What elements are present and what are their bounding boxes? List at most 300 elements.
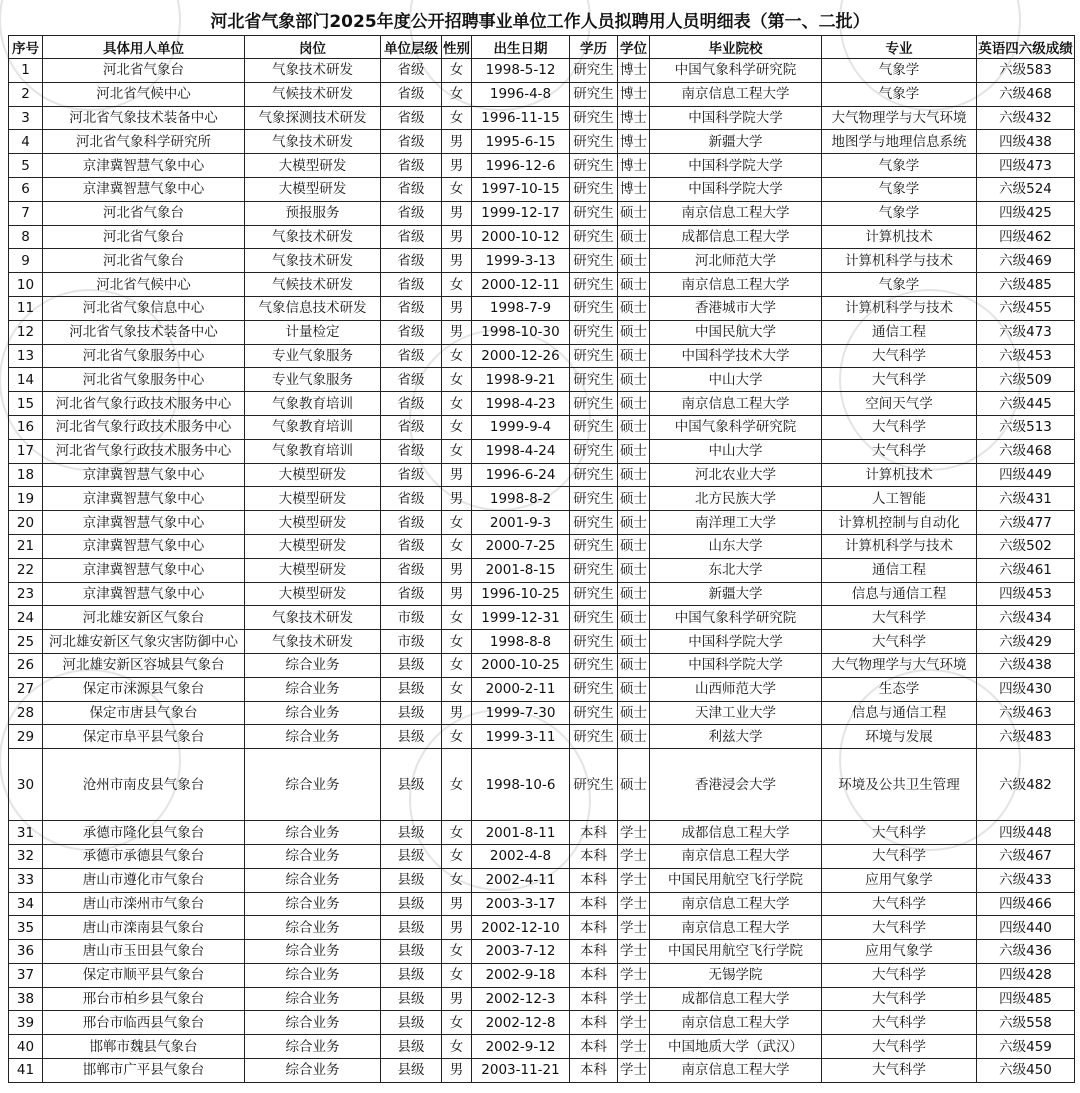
cell-index: 37 — [9, 963, 43, 987]
cell-degree: 硕士 — [618, 653, 650, 677]
cell-index: 27 — [9, 677, 43, 701]
cell-level: 县级 — [381, 916, 442, 940]
cell-position: 综合业务 — [245, 1011, 381, 1035]
cell-level: 省级 — [381, 273, 442, 297]
cell-unit: 邯郸市魏县气象台 — [43, 1035, 245, 1059]
cell-level: 省级 — [381, 225, 442, 249]
cell-major: 计算机技术 — [822, 463, 977, 487]
cell-school: 新疆大学 — [650, 130, 822, 154]
cell-index: 26 — [9, 653, 43, 677]
cell-unit: 京津冀智慧气象中心 — [43, 177, 245, 201]
cell-education: 研究生 — [570, 606, 618, 630]
cell-school: 南京信息工程大学 — [650, 844, 822, 868]
cell-index: 13 — [9, 344, 43, 368]
cell-unit: 保定市阜平县气象台 — [43, 725, 245, 749]
cell-gender: 男 — [442, 296, 472, 320]
cell-english-score: 六级438 — [977, 653, 1075, 677]
cell-school: 中国民用航空飞行学院 — [650, 940, 822, 964]
cell-index: 14 — [9, 368, 43, 392]
cell-degree: 硕士 — [618, 225, 650, 249]
cell-position: 大模型研发 — [245, 558, 381, 582]
cell-major: 大气科学 — [822, 415, 977, 439]
cell-major: 大气科学 — [822, 1011, 977, 1035]
cell-index: 34 — [9, 892, 43, 916]
cell-position: 综合业务 — [245, 987, 381, 1011]
cell-degree: 硕士 — [618, 725, 650, 749]
cell-major: 计算机科学与技术 — [822, 534, 977, 558]
cell-birth-date: 2000-12-11 — [472, 273, 570, 297]
cell-major: 大气科学 — [822, 439, 977, 463]
table-row — [9, 201, 1075, 225]
cell-english-score: 六级483 — [977, 725, 1075, 749]
cell-english-score: 六级477 — [977, 511, 1075, 535]
table-header-row — [9, 36, 1075, 59]
cell-education: 研究生 — [570, 225, 618, 249]
column-header-major: 专业 — [822, 36, 977, 59]
cell-major: 气象学 — [822, 177, 977, 201]
cell-unit: 河北省气候中心 — [43, 273, 245, 297]
cell-english-score: 四级428 — [977, 963, 1075, 987]
cell-degree: 硕士 — [618, 392, 650, 416]
cell-education: 研究生 — [570, 296, 618, 320]
cell-degree: 博士 — [618, 154, 650, 178]
cell-birth-date: 1996-11-15 — [472, 106, 570, 130]
cell-education: 研究生 — [570, 511, 618, 535]
cell-index: 9 — [9, 249, 43, 273]
cell-position: 大模型研发 — [245, 154, 381, 178]
cell-unit: 京津冀智慧气象中心 — [43, 463, 245, 487]
cell-major: 人工智能 — [822, 487, 977, 511]
cell-unit: 邯郸市广平县气象台 — [43, 1059, 245, 1083]
cell-birth-date: 2002-12-10 — [472, 916, 570, 940]
cell-school: 成都信息工程大学 — [650, 225, 822, 249]
cell-gender: 女 — [442, 177, 472, 201]
cell-english-score: 四级430 — [977, 677, 1075, 701]
table-row — [9, 940, 1075, 964]
cell-school: 中国气象科学研究院 — [650, 415, 822, 439]
cell-education: 本科 — [570, 1059, 618, 1083]
cell-education: 研究生 — [570, 582, 618, 606]
cell-english-score: 四级440 — [977, 916, 1075, 940]
cell-level: 省级 — [381, 59, 442, 83]
cell-school: 南京信息工程大学 — [650, 392, 822, 416]
cell-degree: 学士 — [618, 916, 650, 940]
cell-english-score: 四级462 — [977, 225, 1075, 249]
table-row — [9, 487, 1075, 511]
cell-gender: 男 — [442, 320, 472, 344]
cell-birth-date: 2000-2-11 — [472, 677, 570, 701]
cell-degree: 硕士 — [618, 415, 650, 439]
cell-major: 气象学 — [822, 59, 977, 83]
cell-gender: 男 — [442, 201, 472, 225]
cell-birth-date: 1998-5-12 — [472, 59, 570, 83]
column-header-birth-date: 出生日期 — [472, 36, 570, 59]
cell-gender: 男 — [442, 701, 472, 725]
cell-major: 空间天气学 — [822, 392, 977, 416]
cell-level: 县级 — [381, 940, 442, 964]
cell-level: 县级 — [381, 821, 442, 845]
cell-english-score: 六级455 — [977, 296, 1075, 320]
cell-index: 5 — [9, 154, 43, 178]
cell-major: 环境与发展 — [822, 725, 977, 749]
cell-degree: 硕士 — [618, 320, 650, 344]
cell-english-score: 六级461 — [977, 558, 1075, 582]
column-header-level: 单位层级 — [381, 36, 442, 59]
cell-unit: 河北雄安新区气象灾害防御中心 — [43, 630, 245, 654]
cell-index: 21 — [9, 534, 43, 558]
cell-english-score: 六级445 — [977, 392, 1075, 416]
cell-education: 研究生 — [570, 439, 618, 463]
cell-major: 大气科学 — [822, 916, 977, 940]
cell-birth-date: 1999-9-4 — [472, 415, 570, 439]
table-row — [9, 1035, 1075, 1059]
cell-education: 本科 — [570, 821, 618, 845]
cell-unit: 唐山市玉田县气象台 — [43, 940, 245, 964]
cell-gender: 女 — [442, 415, 472, 439]
column-header-gender: 性别 — [442, 36, 472, 59]
cell-english-score: 六级583 — [977, 59, 1075, 83]
cell-level: 省级 — [381, 463, 442, 487]
cell-index: 11 — [9, 296, 43, 320]
cell-degree: 学士 — [618, 892, 650, 916]
column-header-position: 岗位 — [245, 36, 381, 59]
cell-major: 大气科学 — [822, 606, 977, 630]
cell-education: 研究生 — [570, 82, 618, 106]
cell-level: 县级 — [381, 677, 442, 701]
cell-major: 气象学 — [822, 201, 977, 225]
cell-level: 县级 — [381, 749, 442, 821]
cell-education: 研究生 — [570, 677, 618, 701]
cell-position: 综合业务 — [245, 821, 381, 845]
cell-education: 研究生 — [570, 177, 618, 201]
cell-school: 南京信息工程大学 — [650, 82, 822, 106]
cell-major: 大气科学 — [822, 963, 977, 987]
cell-unit: 保定市顺平县气象台 — [43, 963, 245, 987]
cell-school: 河北师范大学 — [650, 249, 822, 273]
cell-major: 计算机科学与技术 — [822, 249, 977, 273]
cell-unit: 河北雄安新区气象台 — [43, 606, 245, 630]
table-row — [9, 534, 1075, 558]
cell-index: 35 — [9, 916, 43, 940]
cell-major: 计算机科学与技术 — [822, 296, 977, 320]
cell-birth-date: 2000-7-25 — [472, 534, 570, 558]
cell-birth-date: 1999-3-11 — [472, 725, 570, 749]
cell-gender: 女 — [442, 653, 472, 677]
cell-level: 省级 — [381, 177, 442, 201]
cell-education: 本科 — [570, 892, 618, 916]
cell-education: 本科 — [570, 1011, 618, 1035]
cell-position: 预报服务 — [245, 201, 381, 225]
cell-unit: 保定市唐县气象台 — [43, 701, 245, 725]
cell-degree: 博士 — [618, 59, 650, 83]
cell-degree: 学士 — [618, 987, 650, 1011]
cell-school: 南京信息工程大学 — [650, 201, 822, 225]
cell-level: 省级 — [381, 344, 442, 368]
cell-level: 省级 — [381, 511, 442, 535]
cell-gender: 女 — [442, 725, 472, 749]
cell-level: 省级 — [381, 106, 442, 130]
cell-education: 研究生 — [570, 725, 618, 749]
cell-english-score: 六级450 — [977, 1059, 1075, 1083]
cell-degree: 博士 — [618, 177, 650, 201]
cell-education: 研究生 — [570, 368, 618, 392]
cell-index: 38 — [9, 987, 43, 1011]
cell-index: 18 — [9, 463, 43, 487]
cell-gender: 男 — [442, 130, 472, 154]
cell-level: 县级 — [381, 653, 442, 677]
cell-index: 8 — [9, 225, 43, 249]
cell-education: 研究生 — [570, 273, 618, 297]
cell-degree: 硕士 — [618, 201, 650, 225]
cell-level: 省级 — [381, 82, 442, 106]
cell-degree: 学士 — [618, 844, 650, 868]
cell-english-score: 六级502 — [977, 534, 1075, 558]
cell-school: 新疆大学 — [650, 582, 822, 606]
cell-major: 大气科学 — [822, 1035, 977, 1059]
cell-major: 大气科学 — [822, 892, 977, 916]
cell-english-score: 六级453 — [977, 344, 1075, 368]
cell-birth-date: 1998-9-21 — [472, 368, 570, 392]
cell-degree: 硕士 — [618, 344, 650, 368]
cell-birth-date: 1995-6-15 — [472, 130, 570, 154]
cell-index: 36 — [9, 940, 43, 964]
cell-degree: 硕士 — [618, 749, 650, 821]
cell-unit: 河北省气象台 — [43, 249, 245, 273]
cell-level: 省级 — [381, 487, 442, 511]
cell-major: 大气科学 — [822, 344, 977, 368]
cell-position: 专业气象服务 — [245, 344, 381, 368]
cell-gender: 男 — [442, 1059, 472, 1083]
cell-level: 省级 — [381, 154, 442, 178]
cell-degree: 学士 — [618, 1059, 650, 1083]
cell-birth-date: 2002-4-8 — [472, 844, 570, 868]
cell-index: 3 — [9, 106, 43, 130]
cell-english-score: 六级467 — [977, 844, 1075, 868]
cell-position: 综合业务 — [245, 701, 381, 725]
cell-education: 研究生 — [570, 201, 618, 225]
cell-unit: 京津冀智慧气象中心 — [43, 558, 245, 582]
cell-english-score: 六级524 — [977, 177, 1075, 201]
cell-gender: 男 — [442, 892, 472, 916]
cell-school: 成都信息工程大学 — [650, 987, 822, 1011]
cell-major: 计算机技术 — [822, 225, 977, 249]
cell-school: 中山大学 — [650, 368, 822, 392]
cell-gender: 男 — [442, 558, 472, 582]
cell-birth-date: 1998-10-6 — [472, 749, 570, 821]
cell-level: 省级 — [381, 296, 442, 320]
cell-position: 综合业务 — [245, 1059, 381, 1083]
cell-index: 24 — [9, 606, 43, 630]
cell-unit: 河北省气象技术装备中心 — [43, 106, 245, 130]
table-row — [9, 225, 1075, 249]
cell-unit: 河北省气候中心 — [43, 82, 245, 106]
cell-gender: 女 — [442, 821, 472, 845]
cell-gender: 女 — [442, 1011, 472, 1035]
cell-major: 通信工程 — [822, 320, 977, 344]
cell-index: 1 — [9, 59, 43, 83]
cell-degree: 学士 — [618, 963, 650, 987]
cell-position: 综合业务 — [245, 677, 381, 701]
cell-gender: 女 — [442, 511, 472, 535]
cell-gender: 男 — [442, 987, 472, 1011]
cell-gender: 女 — [442, 677, 472, 701]
cell-position: 综合业务 — [245, 892, 381, 916]
cell-school: 成都信息工程大学 — [650, 821, 822, 845]
cell-major: 环境及公共卫生管理 — [822, 749, 977, 821]
cell-unit: 邢台市柏乡县气象台 — [43, 987, 245, 1011]
cell-birth-date: 1996-6-24 — [472, 463, 570, 487]
cell-education: 研究生 — [570, 415, 618, 439]
cell-level: 省级 — [381, 582, 442, 606]
cell-degree: 硕士 — [618, 463, 650, 487]
cell-birth-date: 1999-3-13 — [472, 249, 570, 273]
cell-school: 中国科学院大学 — [650, 653, 822, 677]
cell-degree: 学士 — [618, 1035, 650, 1059]
cell-major: 信息与通信工程 — [822, 582, 977, 606]
cell-index: 10 — [9, 273, 43, 297]
cell-position: 大模型研发 — [245, 463, 381, 487]
cell-unit: 保定市涞源县气象台 — [43, 677, 245, 701]
cell-school: 山东大学 — [650, 534, 822, 558]
cell-major: 气象学 — [822, 82, 977, 106]
cell-level: 省级 — [381, 415, 442, 439]
cell-degree: 硕士 — [618, 606, 650, 630]
cell-education: 研究生 — [570, 749, 618, 821]
cell-major: 信息与通信工程 — [822, 701, 977, 725]
cell-index: 17 — [9, 439, 43, 463]
cell-position: 大模型研发 — [245, 511, 381, 535]
cell-level: 县级 — [381, 892, 442, 916]
cell-level: 省级 — [381, 201, 442, 225]
cell-position: 气象技术研发 — [245, 225, 381, 249]
cell-education: 研究生 — [570, 487, 618, 511]
cell-index: 33 — [9, 868, 43, 892]
cell-level: 省级 — [381, 320, 442, 344]
cell-unit: 河北省气象行政技术服务中心 — [43, 415, 245, 439]
cell-position: 综合业务 — [245, 963, 381, 987]
cell-education: 本科 — [570, 987, 618, 1011]
table-row — [9, 582, 1075, 606]
cell-degree: 博士 — [618, 82, 650, 106]
cell-degree: 硕士 — [618, 296, 650, 320]
table-row — [9, 558, 1075, 582]
cell-degree: 硕士 — [618, 511, 650, 535]
cell-index: 40 — [9, 1035, 43, 1059]
cell-position: 大模型研发 — [245, 582, 381, 606]
cell-school: 东北大学 — [650, 558, 822, 582]
cell-birth-date: 1998-10-30 — [472, 320, 570, 344]
cell-education: 研究生 — [570, 701, 618, 725]
cell-major: 计算机控制与自动化 — [822, 511, 977, 535]
cell-major: 大气科学 — [822, 630, 977, 654]
table-row — [9, 415, 1075, 439]
cell-index: 23 — [9, 582, 43, 606]
cell-unit: 唐山市滦州市气象台 — [43, 892, 245, 916]
cell-english-score: 四级438 — [977, 130, 1075, 154]
cell-degree: 硕士 — [618, 249, 650, 273]
cell-gender: 女 — [442, 1035, 472, 1059]
cell-unit: 河北省气象信息中心 — [43, 296, 245, 320]
cell-major: 应用气象学 — [822, 868, 977, 892]
cell-birth-date: 1998-4-24 — [472, 439, 570, 463]
cell-level: 市级 — [381, 606, 442, 630]
cell-school: 北方民族大学 — [650, 487, 822, 511]
cell-english-score: 四级473 — [977, 154, 1075, 178]
cell-level: 县级 — [381, 725, 442, 749]
cell-english-score: 六级434 — [977, 606, 1075, 630]
cell-degree: 硕士 — [618, 677, 650, 701]
cell-index: 30 — [9, 749, 43, 821]
cell-position: 综合业务 — [245, 868, 381, 892]
cell-gender: 女 — [442, 273, 472, 297]
cell-gender: 女 — [442, 940, 472, 964]
cell-degree: 硕士 — [618, 534, 650, 558]
cell-birth-date: 2002-9-12 — [472, 1035, 570, 1059]
cell-birth-date: 1998-4-23 — [472, 392, 570, 416]
column-header-school: 毕业院校 — [650, 36, 822, 59]
cell-major: 大气物理学与大气环境 — [822, 653, 977, 677]
cell-gender: 女 — [442, 606, 472, 630]
cell-major: 大气科学 — [822, 1059, 977, 1083]
column-header-index: 序号 — [9, 36, 43, 59]
cell-english-score: 四级449 — [977, 463, 1075, 487]
cell-education: 研究生 — [570, 344, 618, 368]
cell-degree: 硕士 — [618, 558, 650, 582]
cell-gender: 女 — [442, 59, 472, 83]
cell-unit: 京津冀智慧气象中心 — [43, 534, 245, 558]
column-header-unit: 具体用人单位 — [43, 36, 245, 59]
cell-unit: 河北省气象台 — [43, 59, 245, 83]
cell-index: 39 — [9, 1011, 43, 1035]
cell-birth-date: 2002-9-18 — [472, 963, 570, 987]
table-row — [9, 368, 1075, 392]
table-row — [9, 749, 1075, 821]
cell-education: 本科 — [570, 916, 618, 940]
cell-unit: 京津冀智慧气象中心 — [43, 487, 245, 511]
cell-gender: 男 — [442, 249, 472, 273]
cell-gender: 男 — [442, 916, 472, 940]
cell-index: 25 — [9, 630, 43, 654]
table-row — [9, 677, 1075, 701]
cell-position: 气候技术研发 — [245, 82, 381, 106]
cell-level: 省级 — [381, 249, 442, 273]
cell-unit: 承德市承德县气象台 — [43, 844, 245, 868]
cell-major: 生态学 — [822, 677, 977, 701]
cell-major: 通信工程 — [822, 558, 977, 582]
cell-gender: 女 — [442, 439, 472, 463]
cell-level: 县级 — [381, 1011, 442, 1035]
cell-english-score: 六级459 — [977, 1035, 1075, 1059]
cell-level: 县级 — [381, 987, 442, 1011]
table-row — [9, 511, 1075, 535]
cell-school: 南洋理工大学 — [650, 511, 822, 535]
cell-position: 大模型研发 — [245, 487, 381, 511]
cell-school: 中国科学院大学 — [650, 106, 822, 130]
cell-english-score: 六级468 — [977, 439, 1075, 463]
cell-position: 综合业务 — [245, 916, 381, 940]
cell-education: 研究生 — [570, 106, 618, 130]
cell-school: 中国地质大学（武汉） — [650, 1035, 822, 1059]
cell-english-score: 六级433 — [977, 868, 1075, 892]
cell-school: 中国民航大学 — [650, 320, 822, 344]
cell-english-score: 六级482 — [977, 749, 1075, 821]
cell-birth-date: 2001-9-3 — [472, 511, 570, 535]
cell-degree: 硕士 — [618, 273, 650, 297]
cell-school: 中国民用航空飞行学院 — [650, 868, 822, 892]
cell-birth-date: 1998-8-8 — [472, 630, 570, 654]
cell-position: 综合业务 — [245, 844, 381, 868]
cell-school: 南京信息工程大学 — [650, 273, 822, 297]
